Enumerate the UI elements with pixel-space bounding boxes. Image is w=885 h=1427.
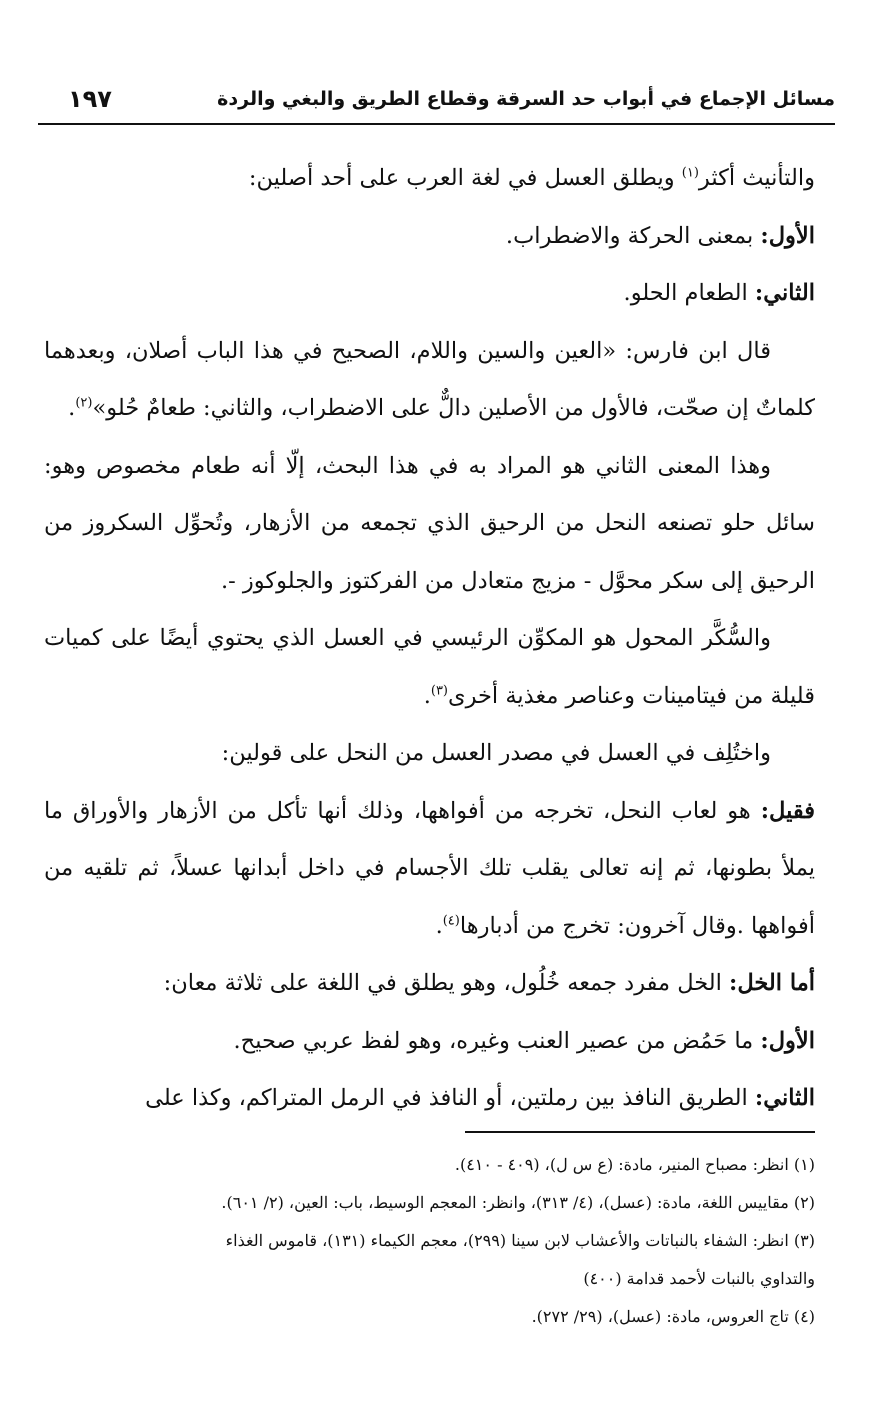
footnote-2: (٢) مقاييس اللغة، مادة: (عسل)، (٤/ ٣١٣)، وانظر: المعجم الوسيط، باب: العين، (٢/ ٦٠١). (221, 1193, 815, 1212)
term-second-meaning: الثاني: (754, 1085, 815, 1111)
term-second: الثاني: (754, 280, 815, 306)
footnote-1: (١) انظر: مصباح المنير، مادة: (ع س ل)، (٤٠٩ - ٤١٠). (454, 1155, 815, 1174)
footnote-4: (٤) تاج العروس، مادة: (عسل)، (٢٩/ ٢٧٢). (531, 1307, 815, 1326)
footnote-ref-4[interactable]: (٤) (442, 913, 460, 928)
running-title: مسائل الإجماع في أبواب حد السرقة وقطاع الطريق والبغي والردة (217, 88, 835, 110)
term-qil: فقيل: (760, 797, 815, 824)
paragraph-1: والتأنيث أكثر$^{(١)}$ ويطلق العسل في لغة العرب على أحد أصلين: (248, 165, 815, 191)
term-first: الأول: (760, 222, 815, 249)
term-first-meaning: الأول: (760, 1027, 815, 1054)
footnotes (44, 1146, 815, 1336)
footnote-ref-3[interactable]: (٣) (430, 683, 448, 698)
main-text (44, 150, 815, 1128)
paragraph-7: واختُلِف في العسل في مصدر العسل من النحل على قولين: (221, 740, 771, 766)
footnote-ref-1[interactable]: (١) (681, 165, 699, 181)
paragraph-5: وهذا المعنى الثاني هو المراد به في هذا البحث، إلّا أنه طعام مخصوص وهو: سائل حلو تصنعه النحل من الرحيق الذي تجمعه من الأزهار، وتُحوِّل السكروز من الرحيق إلى سكر محوَّل - مزيج متعادل من الفركتوز والجلوكوز -. (44, 452, 815, 594)
footnote-3-continued: والتداوي بالنبات لأحمد قدامة (٤٠٠) (583, 1269, 815, 1288)
paragraph-2: الأول: بمعنى الحركة والاضطراب. (505, 222, 815, 249)
footnote-ref-2[interactable]: (٢) (75, 395, 93, 411)
running-header (38, 78, 835, 120)
paragraph-8: فقيل: هو لعاب النحل، تخرجه من أفواهها، وذلك أنها تأكل من الأزهار والأوراق ما يملأ بطونها، ثم إنه تعالى يقلب تلك الأجسام في داخل أبدانها عسلاً، ثم تلقيه من أفواهها .وقال آخرون: تخرج من أدبارها$^{(٤)}$. (44, 797, 815, 939)
paragraph-4: قال ابن فارس: «العين والسين واللام، الصحيح في هذا الباب أصلان، وبعدهما كلماتٌ إن صحّت، فالأول من الأصلين دالٌّ على الاضطراب، والثاني: طعامٌ حُلو»$^{(٢)}$. (44, 337, 815, 421)
paragraph-6: والسُّكَّر المحول هو المكوِّن الرئيسي في العسل الذي يحتوي أيضًا على كميات قليلة من فيتامينات وعناصر مغذية أخرى$^{(٣)}$. (44, 625, 815, 709)
footnote-divider (465, 1131, 815, 1133)
paragraph-11: الثاني: الطريق النافذ بين رملتين، أو النافذ في الرمل المتراكم، وكذا على (145, 1085, 815, 1111)
paragraph-9: أما الخل: الخل مفرد جمعه خُلُول، وهو يطلق في اللغة على ثلاثة معان: (163, 970, 815, 996)
footnote-3: (٣) انظر: الشفاء بالنباتات والأعشاب لابن سينا (٢٩٩)، معجم الكيماء (١٣١)، قاموس الغذاء (225, 1231, 815, 1250)
header-divider (38, 123, 835, 125)
page-number: ١٩٧ (68, 85, 112, 113)
paragraph-3: الثاني: الطعام الحلو. (623, 280, 815, 306)
term-vinegar: أما الخل: (729, 970, 815, 996)
paragraph-10: الأول: ما حَمُض من عصير العنب وغيره، وهو لفظ عربي صحيح. (233, 1027, 815, 1054)
